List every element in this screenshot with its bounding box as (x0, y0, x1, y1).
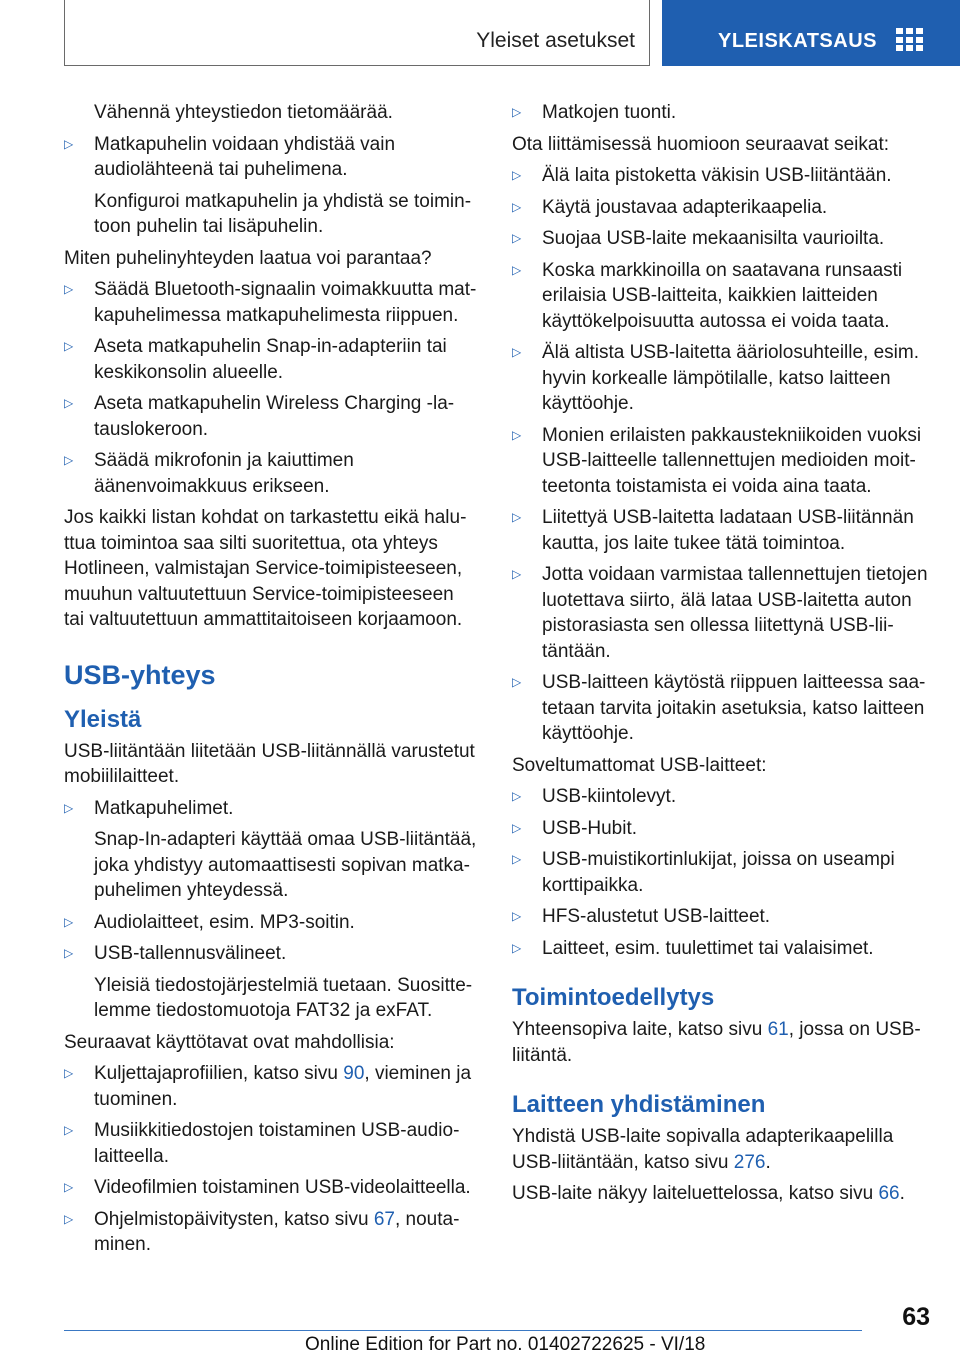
triangle-bullet-icon: ▷ (64, 946, 74, 960)
triangle-bullet-icon: ▷ (512, 675, 522, 689)
paragraph: Vähennä yhteystiedon tietomäärää. (94, 102, 393, 123)
list-item: ▷ Liitettyä USB-laitetta ladataan USB-liitännän kautta, jos laite tukee tätä toimintoa. (512, 507, 914, 554)
section-heading: USB-yhteys (64, 659, 216, 690)
paragraph: Soveltumattomat USB-laitteet: (512, 754, 767, 776)
list-item: ▷ USB-tallennusvälineet. (64, 941, 478, 967)
list-item: ▷ Videofilmien toistaminen USB-videolaitteella. (64, 1175, 478, 1201)
triangle-bullet-icon: ▷ (64, 339, 74, 353)
edition-text: Online Edition for Part no. 01402722625 - VI/18 (305, 1334, 706, 1355)
triangle-bullet-icon: ▷ (512, 427, 522, 442)
triangle-bullet-icon: ▷ (512, 262, 522, 277)
triangle-bullet-icon: ▷ (512, 199, 522, 214)
paragraph: USB-liitäntään liitetään USB-liitännällä varustetut mobiililaitteet. (64, 740, 475, 787)
list-item: ▷ Matkapuhelimet. (64, 796, 478, 822)
list-item: ▷ Säädä mikrofonin ja kaiuttimen äänenvoimakkuus erikseen. (64, 450, 354, 497)
paragraph: Konfiguroi matkapuhelin ja yhdistä se toimintoon puhelin tai lisäpuhelin. (94, 190, 472, 237)
list-item: ▷ Aseta matkapuhelin Snap-in-adapteriin tai keskikonsolin alueelle. (64, 336, 447, 383)
list-item: ▷ Suojaa USB-laite mekaanisilta vaurioilta. (512, 226, 928, 252)
triangle-bullet-icon: ▷ (64, 1211, 74, 1226)
page-link[interactable]: 67 (373, 1208, 395, 1230)
triangle-bullet-icon: ▷ (512, 789, 522, 803)
right-column (512, 100, 928, 1213)
list-item: ▷ Laitteet, esim. tuulettimet tai valaisimet. (512, 936, 928, 962)
list-item: ▷ Matkapuhelin voidaan yhdistää vain audiolähteenä tai puhelimena. (64, 133, 396, 180)
overview-tab[interactable] (662, 0, 960, 66)
triangle-bullet-icon: ▷ (512, 105, 522, 119)
list-item: ▷ Matkojen tuonti. (512, 100, 928, 126)
triangle-bullet-icon: ▷ (64, 282, 74, 296)
page-link[interactable]: 66 (878, 1183, 900, 1204)
page-link[interactable]: 90 (343, 1063, 365, 1084)
paragraph: Yhdistä USB-laite sopivalla adapterikaapelilla USB-liitäntään, katso sivu 276. (512, 1126, 894, 1173)
triangle-bullet-icon: ▷ (64, 453, 74, 467)
triangle-bullet-icon: ▷ (64, 136, 74, 151)
triangle-bullet-icon: ▷ (64, 396, 74, 410)
paragraph: USB-laite näkyy laiteluettelossa, katso sivu 66. (512, 1183, 905, 1204)
triangle-bullet-icon: ▷ (64, 1180, 74, 1194)
subsection-heading: Toimintoedellytys (512, 984, 715, 1011)
list-item: ▷ Säädä Bluetooth-signaalin voimakkuutta matkapuhelimessa matkapuhelimesta riippuen. (64, 279, 477, 326)
list-item: ▷ Älä altista USB-laitetta ääriolosuhteille, esim. hyvin korkealle lämpötilalle, katso laitteen käyttöohje. (512, 342, 920, 414)
list-item: ▷ USB-muistikortinlukijat, joissa on useampi korttipaikka. (512, 849, 895, 896)
list-item: ▷ Älä laita pistoketta väkisin USB-liitäntään. (512, 163, 928, 189)
paragraph: Yleisiä tiedostojärjestelmiä tuetaan. Suosittelemme tiedostomuotoja FAT32 ja exFAT. (94, 974, 473, 1021)
paragraph: Miten puhelinyhteyden laatua voi parantaa? (64, 247, 432, 269)
paragraph: Snap-In-adapteri käyttää omaa USB-liitäntää, joka yhdistyy automaattisesti sopivan matkapuhelimen yhteydessä. (94, 829, 477, 901)
list-item: ▷ Musiikkitiedostojen toistaminen USB-audiolaitteella. (64, 1120, 460, 1167)
list-item: ▷ Ohjelmistopäivitysten, katso sivu 67, noutaminen. (64, 1208, 460, 1255)
list-item: ▷ USB-Hubit. (512, 816, 928, 842)
triangle-bullet-icon: ▷ (512, 510, 522, 524)
subsection-heading: Laitteen yhdistäminen (512, 1091, 766, 1118)
paragraph: Ota liittämisessä huomioon seuraavat seikat: (512, 133, 890, 155)
triangle-bullet-icon: ▷ (512, 567, 522, 581)
subsection-heading: Yleistä (64, 705, 142, 733)
grid-icon (896, 28, 923, 51)
paragraph: Seuraavat käyttötavat ovat mahdollisia: (64, 1031, 395, 1053)
triangle-bullet-icon: ▷ (64, 1066, 74, 1080)
page-link[interactable]: 276 (733, 1151, 766, 1173)
triangle-bullet-icon: ▷ (512, 940, 522, 955)
page-header (0, 0, 960, 66)
triangle-bullet-icon: ▷ (512, 345, 522, 359)
overview-tab-label: YLEISKATSAUS (718, 30, 877, 52)
left-column (64, 100, 478, 1264)
list-item: ▷ Käytä joustavaa adapterikaapelia. (512, 195, 928, 221)
section-title: Yleiset asetukset (476, 29, 635, 52)
triangle-bullet-icon: ▷ (64, 800, 74, 815)
page-link[interactable]: 61 (767, 1019, 789, 1040)
list-item: ▷ Jotta voidaan varmistaa tallennettujen tietojen luotettava siirto, älä lataa USB-laitetta auton pistorasiasta sen ollessa liitettynä USB-liitäntään. (512, 564, 928, 662)
list-item: ▷ Kuljettajaprofiilien, katso sivu 90, vieminen ja tuominen. (64, 1063, 472, 1110)
triangle-bullet-icon: ▷ (64, 914, 74, 929)
paragraph: Jos kaikki listan kohdat on tarkastettu eikä haluttua toimintoa saa silti suoritettua, ota yhteys Hotlineen, valmistajan Service-toimipisteeseen, muuhun valtuutettuun Service-toimipisteeseen tai valtuutettuun ammattitaitoiseen korjaamoon. (64, 507, 467, 630)
list-item: ▷ USB-kiintolevyt. (512, 784, 928, 810)
list-item: ▷ HFS-alustetut USB-laitteet. (512, 904, 928, 930)
list-item: ▷ Koska markkinoilla on saatavana runsaasti erilaisia USB-laitteita, kaikkien laitteiden käyttökelpoisuutta autossa ei voida taata. (512, 259, 903, 332)
list-item: ▷ USB-laitteen käytöstä riippuen laitteessa saatetaan tarvita joitakin asetuksia, katso laitteen käyttöohje. (512, 672, 926, 744)
page-number: 63 (902, 1303, 930, 1331)
triangle-bullet-icon: ▷ (512, 168, 522, 182)
list-item: ▷ Audiolaitteet, esim. MP3-soitin. (64, 910, 478, 936)
footer-divider (64, 1330, 862, 1331)
triangle-bullet-icon: ▷ (512, 909, 522, 923)
section-title-box (64, 0, 650, 66)
triangle-bullet-icon: ▷ (512, 231, 522, 245)
triangle-bullet-icon: ▷ (512, 852, 522, 866)
triangle-bullet-icon: ▷ (64, 1123, 74, 1137)
paragraph: Yhteensopiva laite, katso sivu 61, jossa on USB-liitäntä. (512, 1019, 921, 1066)
triangle-bullet-icon: ▷ (512, 820, 522, 835)
list-item: ▷ Monien erilaisten pakkaustekniikoiden vuoksi USB-laitteelle tallennettujen medioiden moitteetonta toistamista ei voida aina taata. (512, 424, 922, 497)
list-item: ▷ Aseta matkapuhelin Wireless Charging -latauslokeroon. (64, 393, 455, 440)
